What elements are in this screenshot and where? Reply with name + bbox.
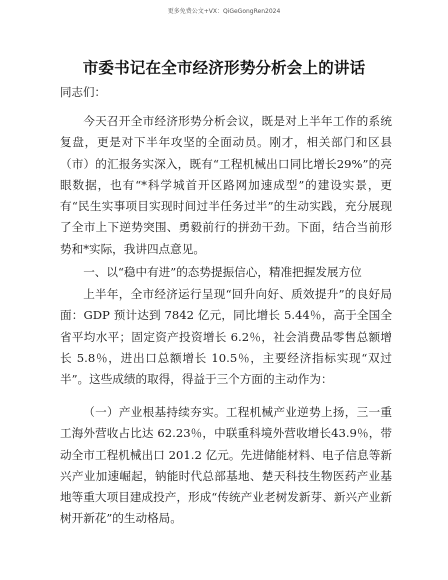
paragraph-industry	[60, 402, 392, 530]
document-title: 市委书记在全市经济形势分析会上的讲话	[82, 59, 366, 77]
section-heading-1	[60, 262, 392, 283]
paragraph-economy	[60, 284, 392, 390]
header-note: 更多免费公文+VX：QiGeGongRen2024	[167, 8, 281, 15]
paragraph-text: 今天召开全市经济形势分析会议，既是对上半年工作的系统复盘，更是对下半年攻坚的全面动员。刚才，相关部门和区县（市）的汇报务实深入，既有“工程机械出口同比增长29%”的亮眼数据，也有“*科学城首开区路网加速成型”的建设实景，更有“民生实事项目实现时间过半任务过半”的生动实践，充分展现了全市上下逆势突围、勇毅前行的拼劲干劲。下面，结合当前形势和*实际，我讲四点意见。	[60, 114, 392, 256]
greeting: 同志们：	[60, 85, 106, 99]
paragraph-intro	[60, 111, 392, 260]
paragraph-text: 上半年，全市经济运行呈现“回升向好、质效提升”的良好局面：GDP 预计达到 7842 亿元，同比增长 5.44％，高于全国全省平均水平；固定资产投资增长 6.2％，社会消费品零售总额增长 5.8％，进出口总额增长 10.5％，主要经济指标实现“双过半”。这些成绩的取得，得益于三个方面的主动作为：	[60, 287, 392, 387]
paragraph-text: （一）产业根基持续夯实。工程机械产业逆势上扬，三一重工海外营收占比达 62.23％，中联重科境外营收增长43.9％，带动全市工程机械出口 201.2 亿元。先进储能材料、电子信息等新兴产业加速崛起，钠能时代总部基地、楚天科技生物医药产业基地等重大项目建成投产，形成“传统产业老树发新芽、新兴产业新树开新花”的生动格局。	[60, 405, 392, 526]
section-heading-text: 一、以“稳中有进”的态势提振信心，精准把握发展方位	[83, 265, 362, 279]
